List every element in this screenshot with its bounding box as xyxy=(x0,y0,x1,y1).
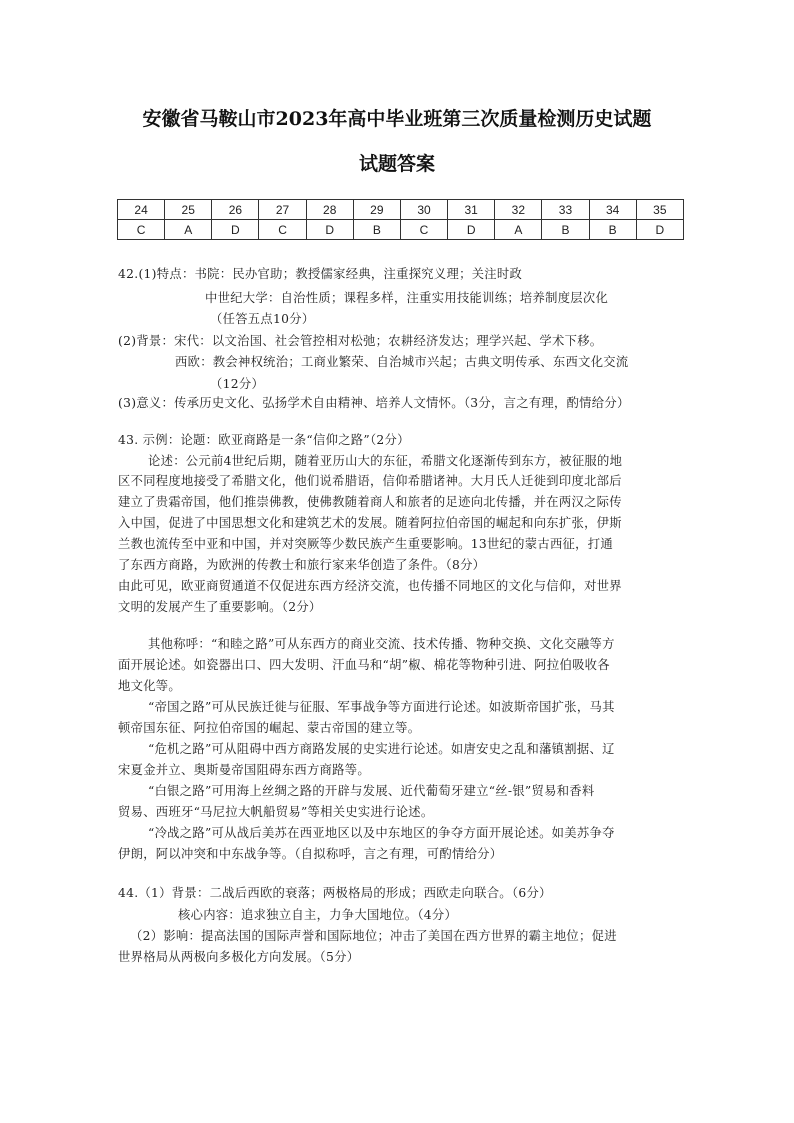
q43-line: 区不同程度地接受了希腊文化，他们说希腊语，信仰希腊诸神。大月氏人迁徙到印度北部后 xyxy=(118,474,622,488)
table-cell: 27 xyxy=(259,200,306,220)
other-line: 其他称呼：“和睦之路”可从东西方的商业交流、技术传播、物种交换、文化交融等方 xyxy=(148,637,615,651)
q42-line: (2)背景：宋代：以文治国、社会管控相对松弛；农耕经济发达；理学兴起、学术下移。 xyxy=(118,334,603,348)
table-cell: B xyxy=(353,220,400,240)
table-cell: 25 xyxy=(165,200,212,220)
table-cell: 26 xyxy=(212,200,259,220)
table-row-answers xyxy=(118,220,684,240)
page-subtitle: 试题答案 xyxy=(358,153,435,175)
table-cell: C xyxy=(259,220,306,240)
q43-line: 兰教也流传至中亚和中国，并对突厥等少数民族产生重要影响。13世纪的蒙古西征，打通 xyxy=(118,537,613,551)
other-line: 宋夏金并立、奥斯曼帝国阻碍东西方商路等。 xyxy=(118,763,370,777)
table-cell: 29 xyxy=(353,200,400,220)
q42-line: 中世纪大学：自治性质；课程多样，注重实用技能训练；培养制度层次化 xyxy=(205,291,609,305)
table-cell: 32 xyxy=(495,200,542,220)
other-line: 地文化等。 xyxy=(118,679,181,693)
q43-line: 建立了贵霜帝国，他们推崇佛教，使佛教随着商人和旅者的足迹向北传播，并在两汉之际传 xyxy=(118,495,622,509)
q42-line: （任答五点10分） xyxy=(210,312,315,326)
q44-line: （2）影响：提高法国的国际声誉和国际地位；冲击了美国在西方世界的霸主地位；促进 xyxy=(130,929,617,943)
table-cell: D xyxy=(448,220,495,240)
q43-line: 文明的发展产生了重要影响。（2分） xyxy=(118,600,322,614)
other-line: 顿帝国东征、阿拉伯帝国的崛起、蒙古帝国的建立等。 xyxy=(118,721,421,735)
table-cell: 31 xyxy=(448,200,495,220)
q42-line: 西欧：教会神权统治；工商业繁荣、自治城市兴起；古典文明传承、东西文化交流 xyxy=(175,355,629,369)
other-line: “冷战之路”可从战后美苏在西亚地区以及中东地区的争夺方面开展论述。如美苏争夺 xyxy=(148,826,615,840)
q43-line: 由此可见，欧亚商贸通道不仅促进东西方经济交流，也传播不同地区的文化与信仰，对世界 xyxy=(118,579,622,593)
table-cell: D xyxy=(212,220,259,240)
table-cell: B xyxy=(589,220,636,240)
q43-line: 论述：公元前4世纪后期，随着亚历山大的东征，希腊文化逐渐传到东方，被征服的地 xyxy=(148,454,623,468)
table-row-numbers xyxy=(118,200,684,220)
q42-line: 42.(1)特点：书院：民办官助；教授儒家经典，注重探究义理；关注时政 xyxy=(118,267,523,281)
table-cell: 30 xyxy=(400,200,447,220)
answer-table xyxy=(117,199,684,240)
q42-line: (3)意义：传承历史文化、弘扬学术自由精神、培养人文情怀。（3分，言之有理，酌情给分） xyxy=(118,396,630,410)
table-cell: C xyxy=(400,220,447,240)
q42-line: （12分） xyxy=(210,377,265,391)
table-cell: 28 xyxy=(306,200,353,220)
table-cell: A xyxy=(165,220,212,240)
table-cell: 24 xyxy=(118,200,165,220)
table-cell: 35 xyxy=(636,200,683,220)
other-line: 伊朗，阿以冲突和中东战争等。（自拟称呼，言之有理，可酌情给分） xyxy=(118,847,503,861)
table-cell: 33 xyxy=(542,200,589,220)
q44-line: 44.（1）背景：二战后西欧的衰落；两极格局的形成；西欧走向联合。（6分） xyxy=(118,886,552,900)
table-cell: D xyxy=(306,220,353,240)
table-cell: A xyxy=(495,220,542,240)
other-line: “白银之路”可用海上丝绸之路的开辟与发展、近代葡萄牙建立“丝-银”贸易和香料 xyxy=(148,784,595,798)
table-cell: C xyxy=(118,220,165,240)
table-cell: B xyxy=(542,220,589,240)
q44-line: 世界格局从两极向多极化方向发展。（5分） xyxy=(118,950,360,964)
other-line: “帝国之路”可从民族迁徙与征服、军事战争等方面进行论述。如波斯帝国扩张，马其 xyxy=(148,700,615,714)
other-line: 面开展论述。如瓷器出口、四大发明、汗血马和“胡”椒、棉花等物种引进、阿拉伯吸收各 xyxy=(118,658,610,672)
other-line: “危机之路”可从阻碍中西方商路发展的史实进行论述。如唐安史之乱和藩镇割据、辽 xyxy=(148,742,615,756)
table-cell: 34 xyxy=(589,200,636,220)
page-title: 安徽省马鞍山市2023年高中毕业班第三次质量检测历史试题 xyxy=(142,108,652,130)
q43-line: 了东西方商路，为欧洲的传教士和旅行家来华创造了条件。（8分） xyxy=(118,558,486,572)
table-cell: D xyxy=(636,220,683,240)
other-line: 贸易、西班牙“马尼拉大帆船贸易”等相关史实进行论述。 xyxy=(118,805,434,819)
q43-line: 入中国，促进了中国思想文化和建筑艺术的发展。随着阿拉伯帝国的崛起和向东扩张，伊斯 xyxy=(118,516,622,530)
q44-line: 核心内容：追求独立自主，力争大国地位。（4分） xyxy=(178,908,458,922)
q43-line: 43. 示例：论题：欧亚商路是一条“信仰之路”（2分） xyxy=(118,433,410,447)
